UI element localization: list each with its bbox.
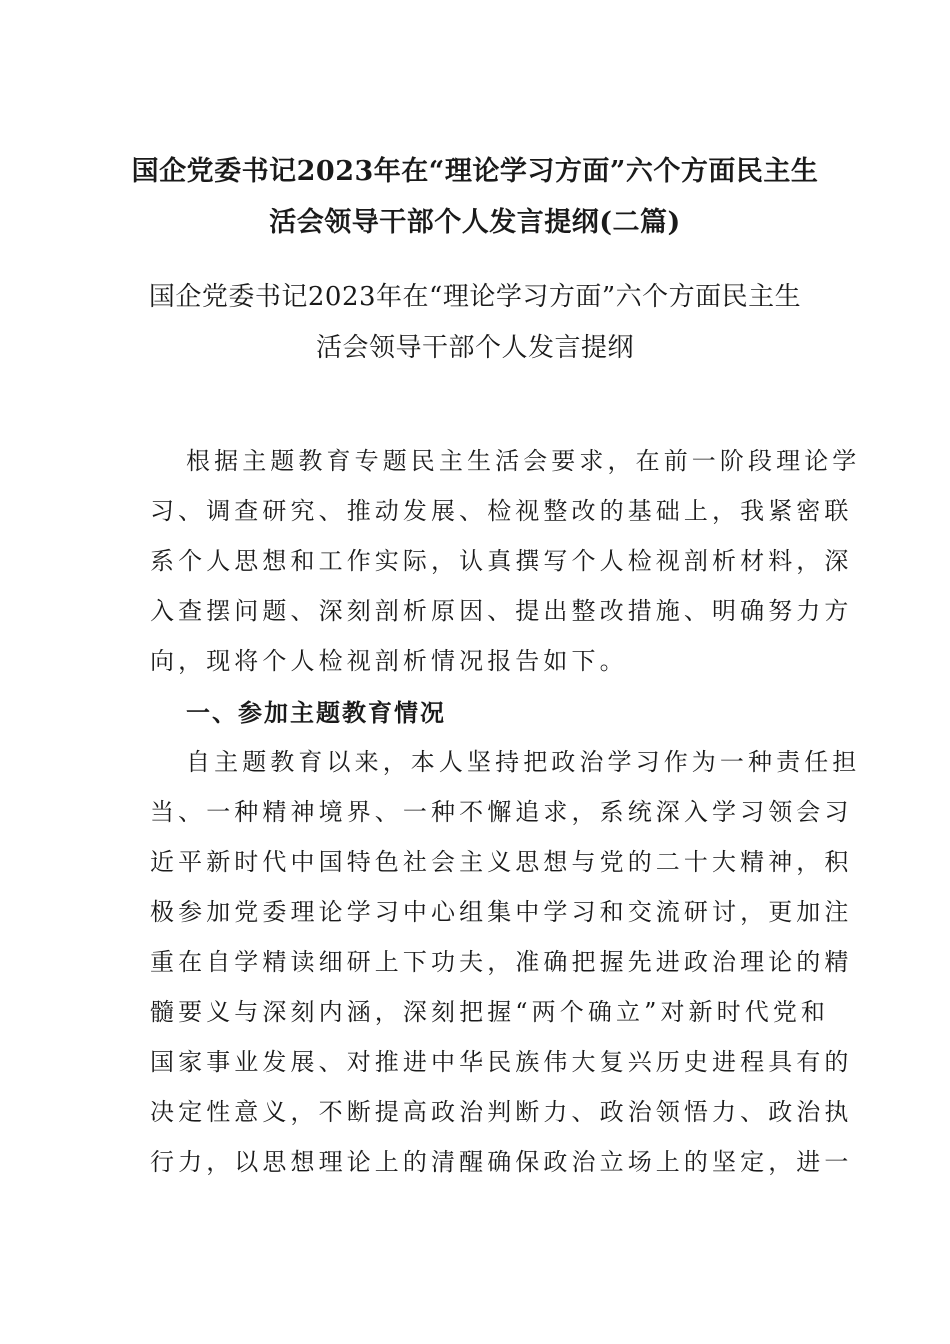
paragraph-line: 当、一种精神境界、一种不懈追求，系统深入学习领会习: [150, 798, 853, 826]
document-subtitle: [120, 272, 830, 374]
paragraph-line: 系个人思想和工作实际，认真撰写个人检视剖析材料，深: [150, 547, 853, 575]
paragraph-line: 自主题教育以来，本人坚持把政治学习作为一种责任担: [186, 748, 861, 776]
paragraph-line: 重在自学精读细研上下功夫，准确把握先进政治理论的精: [150, 948, 853, 976]
paragraph-line: 向，现将个人检视剖析情况报告如下。: [150, 647, 628, 675]
section-paragraph: [150, 737, 861, 1187]
paragraph-line: 决定性意义，不断提高政治判断力、政治领悟力、政治执: [150, 1098, 853, 1126]
subtitle-line: 国企党委书记2023年在“理论学习方面”六个方面民主生: [148, 282, 802, 312]
paragraph-line: 根据主题教育专题民主生活会要求，在前一阶段理论学: [186, 447, 861, 475]
paragraph-line: 髓要义与深刻内涵，深刻把握“两个确立”对新时代党和: [150, 998, 830, 1026]
paragraph-line: 国家事业发展、对推进中华民族伟大复兴历史进程具有的: [150, 1048, 853, 1076]
section-heading: 一、参加主题教育情况: [186, 698, 446, 727]
intro-paragraph: [150, 436, 861, 686]
title-line: 国企党委书记2023年在“理论学习方面”六个方面民主生: [131, 156, 819, 187]
paragraph-line: 近平新时代中国特色社会主义思想与党的二十大精神，积: [150, 848, 853, 876]
paragraph-line: 入查摆问题、深刻剖析原因、提出整改措施、明确努力方: [150, 597, 853, 625]
document-title: [120, 146, 830, 248]
paragraph-line: 行力，以思想理论上的清醒确保政治立场上的坚定，进一: [150, 1148, 853, 1176]
subtitle-line: 活会领导干部个人发言提纲: [315, 333, 634, 363]
paragraph-line: 习、调查研究、推动发展、检视整改的基础上，我紧密联: [150, 497, 853, 525]
paragraph-line: 极参加党委理论学习中心组集中学习和交流研讨，更加注: [150, 898, 853, 926]
title-line: 活会领导干部个人发言提纲(二篇): [269, 207, 681, 238]
